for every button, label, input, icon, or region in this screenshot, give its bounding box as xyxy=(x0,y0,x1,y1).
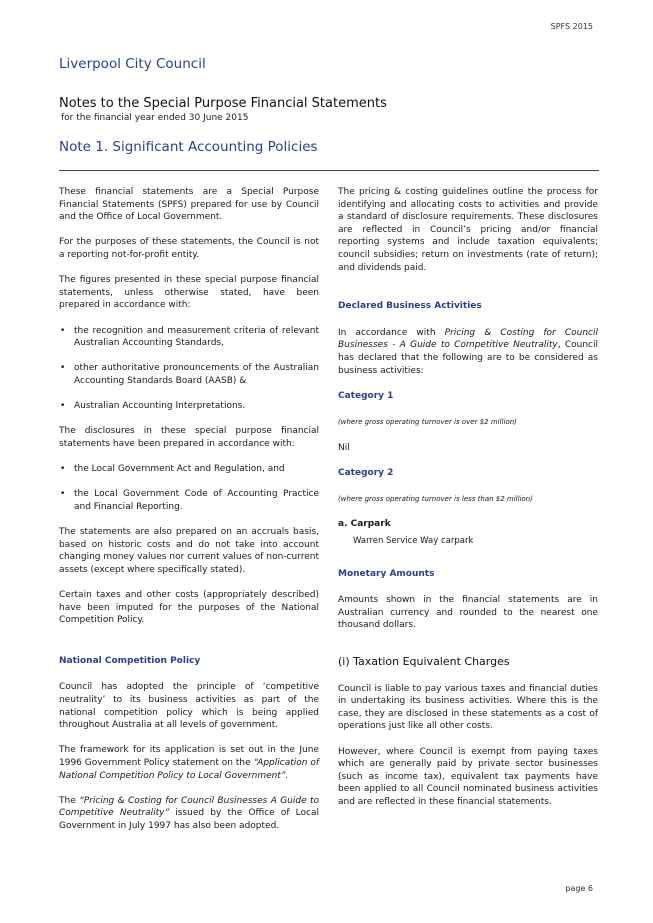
text-run: , Council has declared that the following are to be considered as business activities: xyxy=(338,340,598,376)
text-run: In accordance with xyxy=(338,327,445,338)
list-item: • the Local Government Act and Regulation, and xyxy=(59,463,319,476)
paragraph xyxy=(59,795,319,833)
italic-title: Pricing & Costing for Council Businesses - A Guide to Competitive Neutrality xyxy=(338,327,598,351)
paragraph: The pricing & costing guidelines outline the process for identifying and allocating costs to activities and provide a standard of disclosure requirements. These disclosures are reflected in Council’s pricing and/or financial reporting systems and include taxation equivalents; council subsidies; return on investments (rate of return); and dividends paid. xyxy=(338,187,598,273)
section-heading-tax: (i) Taxation Equivalent Charges xyxy=(338,655,510,669)
list-item: • the recognition and measurement criteria of relevant Australian Accounting Standards, xyxy=(59,325,319,350)
paragraph: The disclosures in these special purpose financial statements have been prepared in accordance with: xyxy=(59,426,319,449)
note-title: Note 1. Significant Accounting Policies xyxy=(59,139,318,155)
paragraph: The statements are also prepared on an accruals basis, based on historic costs and do not take into account changing money values nor current values of non-current assets (except where specifically stated). xyxy=(59,527,319,575)
disclosure-list xyxy=(59,463,319,513)
category-1-value: Nil xyxy=(338,442,350,453)
category-1-note: (where gross operating turnover is over $2 million) xyxy=(338,418,517,427)
paragraph: Council is liable to pay various taxes and financial duties in undertaking its business activities. Where this is the case, they are disclosed in these statements as a cost of operations just like all other costs. xyxy=(338,683,598,732)
paragraph: Amounts shown in the financial statements are in Australian currency and rounded to the nearest one thousand dollars. xyxy=(338,595,598,631)
paragraph: Certain taxes and other costs (appropriately described) have been imputed for the purposes of the National Competition Policy. xyxy=(59,590,319,626)
paragraph: Council has adopted the principle of ‘competitive neutrality’ to its business activities as part of the national competition policy which is being applied throughout Australia at all levels of government. xyxy=(59,682,319,731)
italic-title: “Pricing & Costing for Council Businesses A Guide to Competitive Neutrality” xyxy=(59,795,319,819)
paragraph xyxy=(338,327,598,377)
category-1-heading: Category 1 xyxy=(338,390,394,401)
paragraph xyxy=(59,744,319,782)
carpark-detail: Warren Service Way carpark xyxy=(353,536,474,547)
paragraph: These financial statements are a Special Purpose Financial Statements (SPFS) prepared for use by Council and the Office of Local Government. xyxy=(59,187,319,223)
paragraph: However, where Council is exempt from paying taxes which are generally paid by private sector businesses (such as income tax), equivalent tax payments have been applied to all Council nominated business activities and are reflected in these financial statements. xyxy=(338,746,598,807)
list-item: • the Local Government Code of Accounting Practice and Financial Reporting. xyxy=(59,488,319,513)
text-run: The framework for its application is set out in the June 1996 Government Policy statement on the xyxy=(59,745,319,768)
category-2-heading: Category 2 xyxy=(338,467,394,478)
text-run: issued by the Office of Local Government in July 1997 has also been adopted. xyxy=(59,808,320,831)
left-column xyxy=(59,186,319,845)
council-name: Liverpool City Council xyxy=(59,56,206,72)
italic-title: “Application of National Competition Policy to Local Government”. xyxy=(59,757,320,781)
page-subtitle: for the financial year ended 30 June 2015 xyxy=(61,113,249,123)
carpark-item: a. Carpark xyxy=(338,519,391,530)
document-code: SPFS 2015 xyxy=(550,22,593,31)
paragraph: For the purposes of these statements, the Council is not a reporting not-for-profit entity. xyxy=(59,237,319,260)
paragraph: The figures presented in these special purpose financial statements, unless otherwise stated, have been prepared in accordance with: xyxy=(59,275,319,311)
page-title: Notes to the Special Purpose Financial Statements xyxy=(59,96,387,111)
section-heading-ncp: National Competition Policy xyxy=(59,655,201,666)
section-heading-monetary: Monetary Amounts xyxy=(338,568,435,579)
list-item: • Australian Accounting Interpretations. xyxy=(59,400,319,413)
page-number: page 6 xyxy=(565,884,593,893)
right-column xyxy=(338,186,598,821)
category-2-note: (where gross operating turnover is less than $2 million) xyxy=(338,495,533,504)
header-divider xyxy=(59,170,599,171)
section-heading-business: Declared Business Activities xyxy=(338,301,482,312)
list-item: • other authoritative pronouncements of the Australian Accounting Standards Board (AASB) & xyxy=(59,362,319,387)
text-run: The xyxy=(59,795,80,806)
accordance-list xyxy=(59,325,319,413)
